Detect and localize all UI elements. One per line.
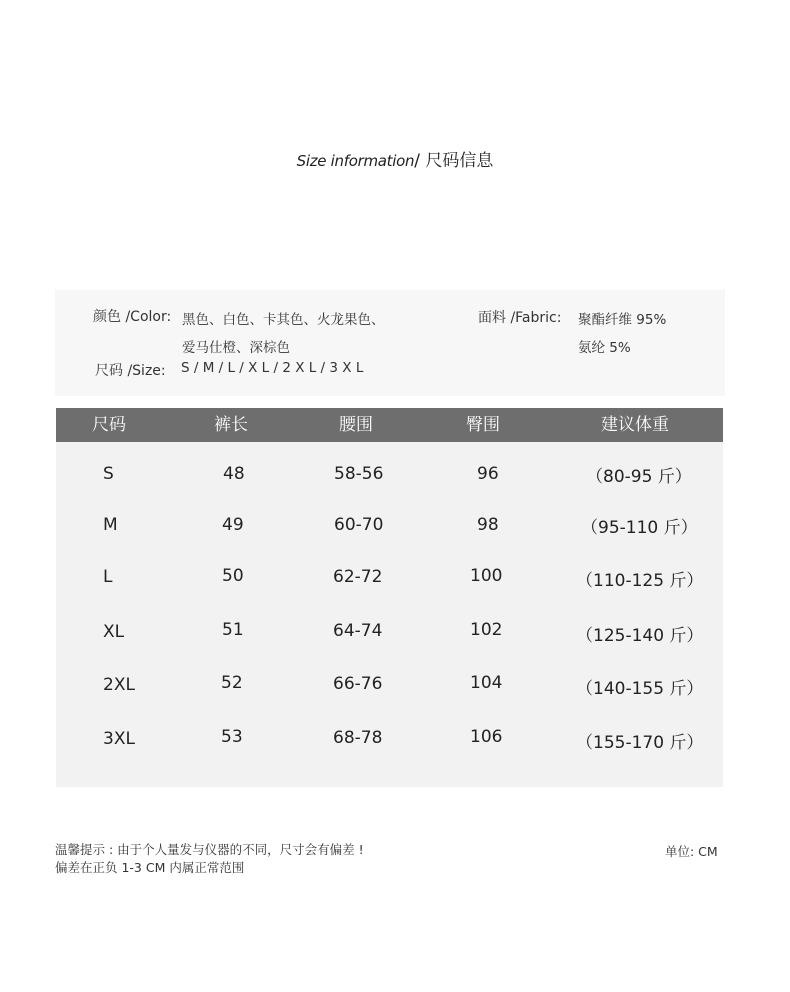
- measurement-note-line2: 偏差在正负 1-3 CM 内属正常范围: [55, 860, 245, 875]
- table-header: [56, 408, 723, 442]
- color-value-line2: 爱马仕橙、深棕色: [182, 340, 290, 356]
- header-waist: 腰围: [339, 415, 373, 435]
- cell-weight: （155-170 斤）: [576, 733, 704, 753]
- cell-pants-length: 50: [222, 566, 244, 586]
- cell-weight: （125-140 斤）: [576, 626, 704, 646]
- fabric-value-line2: 氨纶 5%: [578, 340, 631, 356]
- size-table: [56, 408, 723, 787]
- product-info-panel: [55, 290, 725, 396]
- cell-size: L: [103, 567, 113, 587]
- cell-hip: 96: [477, 464, 499, 484]
- unit-label: 单位: CM: [665, 844, 718, 859]
- cell-size: 3XL: [103, 729, 135, 749]
- cell-pants-length: 53: [221, 727, 243, 747]
- header-hip: 臀围: [466, 415, 500, 435]
- cell-hip: 102: [470, 620, 503, 640]
- cell-waist: 66-76: [333, 674, 383, 694]
- title-english: Size information: [296, 152, 415, 170]
- cell-waist: 58-56: [334, 464, 384, 484]
- header-size: 尺码: [92, 415, 126, 435]
- cell-weight: （95-110 斤）: [581, 518, 698, 538]
- fabric-value-line1: 聚酯纤维 95%: [578, 312, 667, 328]
- cell-weight: （140-155 斤）: [576, 679, 704, 699]
- cell-waist: 60-70: [334, 515, 384, 535]
- cell-hip: 106: [470, 727, 503, 747]
- cell-waist: 62-72: [333, 567, 383, 587]
- page-title: [0, 146, 790, 171]
- cell-pants-length: 52: [221, 673, 243, 693]
- cell-pants-length: 48: [223, 464, 245, 484]
- cell-hip: 104: [470, 673, 503, 693]
- header-pants-length: 裤长: [214, 415, 248, 435]
- cell-weight: （80-95 斤）: [586, 467, 692, 487]
- cell-waist: 68-78: [333, 728, 383, 748]
- cell-size: XL: [103, 622, 125, 642]
- title-chinese: / 尺码信息: [414, 151, 494, 171]
- cell-size: M: [103, 515, 118, 535]
- size-value: S / M / L / X L / 2 X L / 3 X L: [181, 360, 364, 376]
- measurement-note-line1: 温馨提示 : 由于个人量发与仪器的不同，尺寸会有偏差 !: [55, 842, 364, 857]
- cell-hip: 98: [477, 515, 499, 535]
- size-label: 尺码 /Size:: [95, 363, 166, 379]
- cell-pants-length: 49: [222, 515, 244, 535]
- cell-waist: 64-74: [333, 621, 383, 641]
- cell-hip: 100: [470, 566, 503, 586]
- cell-pants-length: 51: [222, 620, 244, 640]
- color-label: 颜色 /Color:: [93, 309, 172, 325]
- cell-size: S: [103, 464, 114, 484]
- header-suggested-weight: 建议体重: [601, 415, 669, 435]
- fabric-label: 面料 /Fabric:: [478, 310, 562, 326]
- cell-size: 2XL: [103, 675, 135, 695]
- color-value-line1: 黑色、白色、卡其色、火龙果色、: [182, 312, 385, 328]
- cell-weight: （110-125 斤）: [576, 571, 704, 591]
